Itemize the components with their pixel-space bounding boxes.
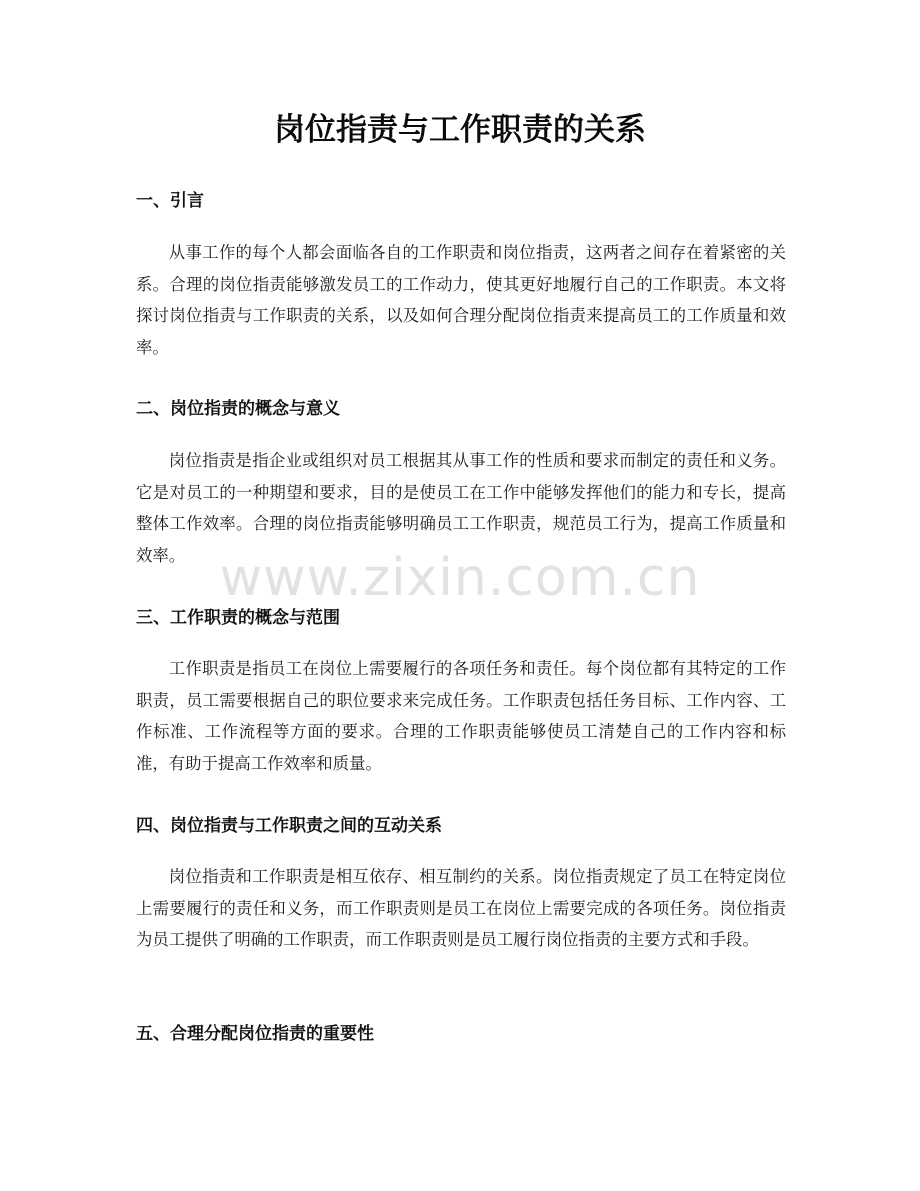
watermark: www.zixin.com.cn [219,548,701,608]
section-paragraph-introduction: 从事工作的每个人都会面临各自的工作职责和岗位指责，这两者之间存在着紧密的关系。合理的岗位指责能够激发员工的工作动力，使其更好地履行自己的工作职责。本文将探讨岗位指责与工作职责的关系，以及如何合理分配岗位指责来提高员工的工作质量和效率。 [136,243,786,357]
section-heading-interaction: 四、岗位指责与工作职责之间的互动关系 [136,816,442,836]
section-heading-introduction: 一、引言 [136,191,204,211]
document-title: 岗位指责与工作职责的关系 [274,112,646,148]
section-heading-importance: 五、合理分配岗位指责的重要性 [136,1024,374,1044]
section-paragraph-post-duty-concept: 岗位指责是指企业或组织对员工根据其从事工作的性质和要求而制定的责任和义务。它是对员工的一种期望和要求，目的是使员工在工作中能够发挥他们的能力和专长，提高整体工作效率。合理的岗位指责能够明确员工工作职责，规范员工行为，提高工作质量和效率。 [136,451,786,565]
section-heading-post-duty-concept: 二、岗位指责的概念与意义 [136,399,340,419]
section-paragraph-work-duty-concept: 工作职责是指员工在岗位上需要履行的各项任务和责任。每个岗位都有其特定的工作职责，员工需要根据自己的职位要求来完成任务。工作职责包括任务目标、工作内容、工作标准、工作流程等方面的要求。合理的工作职责能够使员工清楚自己的工作内容和标准，有助于提高工作效率和质量。 [136,659,786,773]
section-paragraph-interaction: 岗位指责和工作职责是相互依存、相互制约的关系。岗位指责规定了员工在特定岗位上需要履行的责任和义务，而工作职责则是员工在岗位上需要完成的各项任务。岗位指责为员工提供了明确的工作职责，而工作职责则是员工履行岗位指责的主要方式和手段。 [136,867,786,949]
section-heading-work-duty-concept: 三、工作职责的概念与范围 [136,608,340,628]
